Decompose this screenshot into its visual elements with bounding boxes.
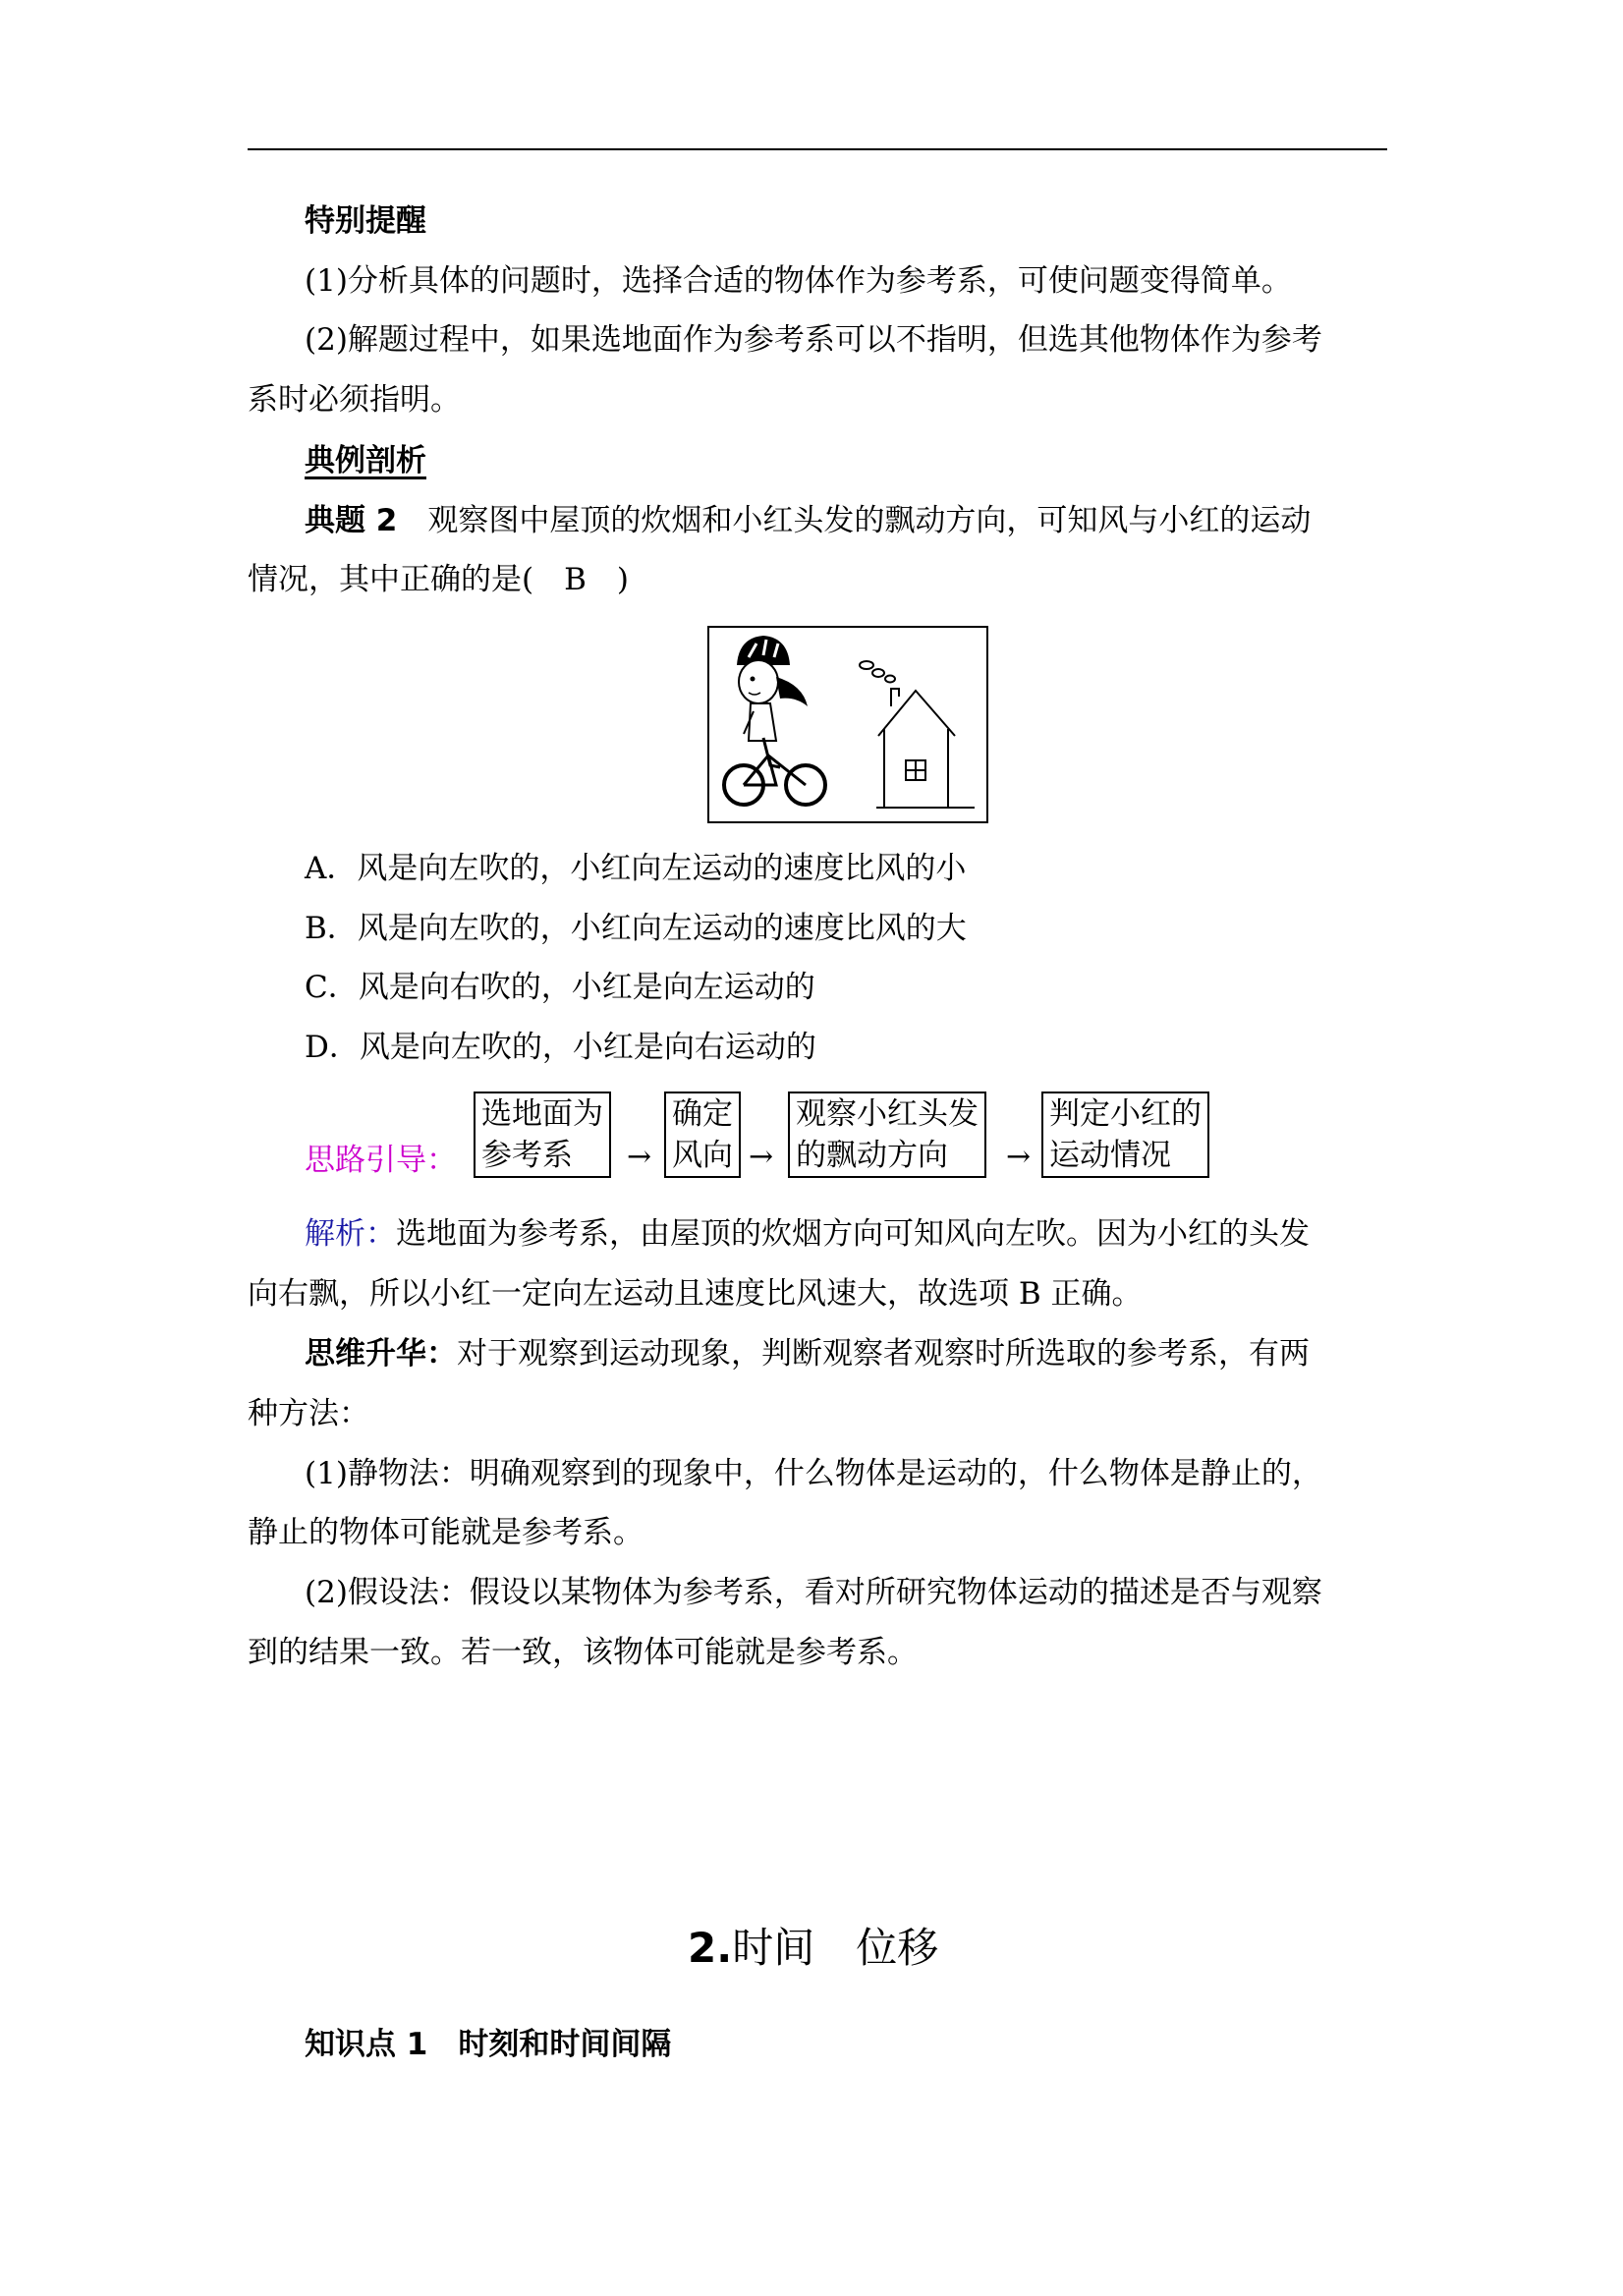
analysis-text: 选地面为参考系，由屋顶的炊烟方向可知风向左吹。因为小红的头发 xyxy=(396,1216,1310,1252)
reminder-item-1: (1)分析具体的问题时，选择合适的物体作为参考系，可使问题变得简单。 xyxy=(305,263,1292,299)
flow-step-2-line-2: 风向 xyxy=(672,1138,733,1173)
question-label: 典题 2 xyxy=(305,503,398,538)
hair-icon xyxy=(776,677,808,706)
flow-step-3-line-1: 观察小红头发 xyxy=(796,1096,979,1132)
option-c: C．风是向右吹的，小红是向左运动的 xyxy=(305,970,815,1005)
analysis-line-1 xyxy=(305,1214,1310,1254)
flow-step-4-line-1: 判定小红的 xyxy=(1049,1096,1202,1132)
special-reminder-heading: 特别提醒 xyxy=(305,203,426,239)
thinking-upgrade-line-1 xyxy=(305,1334,1310,1373)
option-a: A．风是向左吹的，小红向左运动的速度比风的小 xyxy=(305,851,967,886)
reminder-item-2-line-1: (2)解题过程中，如果选地面作为参考系可以不指明，但选其他物体作为参考 xyxy=(305,322,1322,358)
analysis-label: 解析： xyxy=(305,1216,396,1252)
method-1-line-1: (1)静物法：明确观察到的现象中，什么物体是运动的，什么物体是静止的， xyxy=(305,1456,1322,1491)
reminder-item-2-line-2: 系时必须指明。 xyxy=(248,382,461,418)
thinking-upgrade-label: 思维升华： xyxy=(305,1336,457,1372)
smoke-icon xyxy=(860,661,873,669)
header-rule xyxy=(248,148,1387,150)
flow-arrow: → xyxy=(627,1140,652,1174)
analysis-line-2: 向右飘，所以小红一定向左运动且速度比风速大，故选项 B 正确。 xyxy=(248,1276,1143,1312)
section-title xyxy=(688,1916,938,1975)
flow-step-2-line-1: 确定 xyxy=(672,1096,733,1132)
method-2-line-1: (2)假设法：假设以某物体为参考系，看对所研究物体运动的描述是否与观察 xyxy=(305,1575,1322,1610)
knowledge-point-heading: 知识点 1 时刻和时间间隔 xyxy=(305,2027,672,2062)
flow-arrow: → xyxy=(1006,1140,1032,1174)
thinking-upgrade-text: 对于观察到运动现象，判断观察者观察时所选取的参考系，有两 xyxy=(457,1336,1310,1372)
flow-step-1 xyxy=(474,1092,611,1178)
method-2-line-2: 到的结果一致。若一致，该物体可能就是参考系。 xyxy=(248,1635,918,1670)
flow-step-4-line-2: 运动情况 xyxy=(1049,1138,1171,1173)
method-1-line-2: 静止的物体可能就是参考系。 xyxy=(248,1515,644,1550)
flow-step-2 xyxy=(664,1092,741,1178)
flow-step-3 xyxy=(788,1092,986,1178)
flow-step-3-line-2: 的飘动方向 xyxy=(796,1138,948,1173)
question-text: 观察图中屋顶的炊烟和小红头发的飘动方向，可知风与小红的运动 xyxy=(427,503,1312,538)
illustration-figure xyxy=(707,626,988,823)
question-line-1 xyxy=(305,501,1311,540)
flow-step-4 xyxy=(1041,1092,1209,1178)
flow-step-1-line-1: 选地面为 xyxy=(481,1096,603,1132)
house-icon xyxy=(878,691,955,736)
section-title-number: 2. xyxy=(688,1924,733,1972)
example-analysis-heading: 典例剖析 xyxy=(305,443,426,478)
option-b: B．风是向左吹的，小红向左运动的速度比风的大 xyxy=(305,911,967,946)
question-line-2: 情况，其中正确的是( B ) xyxy=(248,562,629,597)
thinking-guide-label: 思路引导： xyxy=(305,1143,457,1178)
flow-arrow: → xyxy=(749,1140,774,1174)
option-d: D．风是向左吹的，小红是向右运动的 xyxy=(305,1030,816,1065)
girl-bicycle-house-illustration xyxy=(709,628,986,821)
flow-step-1-line-2: 参考系 xyxy=(481,1138,573,1173)
section-title-text: 时间 位移 xyxy=(732,1924,939,1972)
thinking-upgrade-line-2: 种方法： xyxy=(248,1396,369,1431)
